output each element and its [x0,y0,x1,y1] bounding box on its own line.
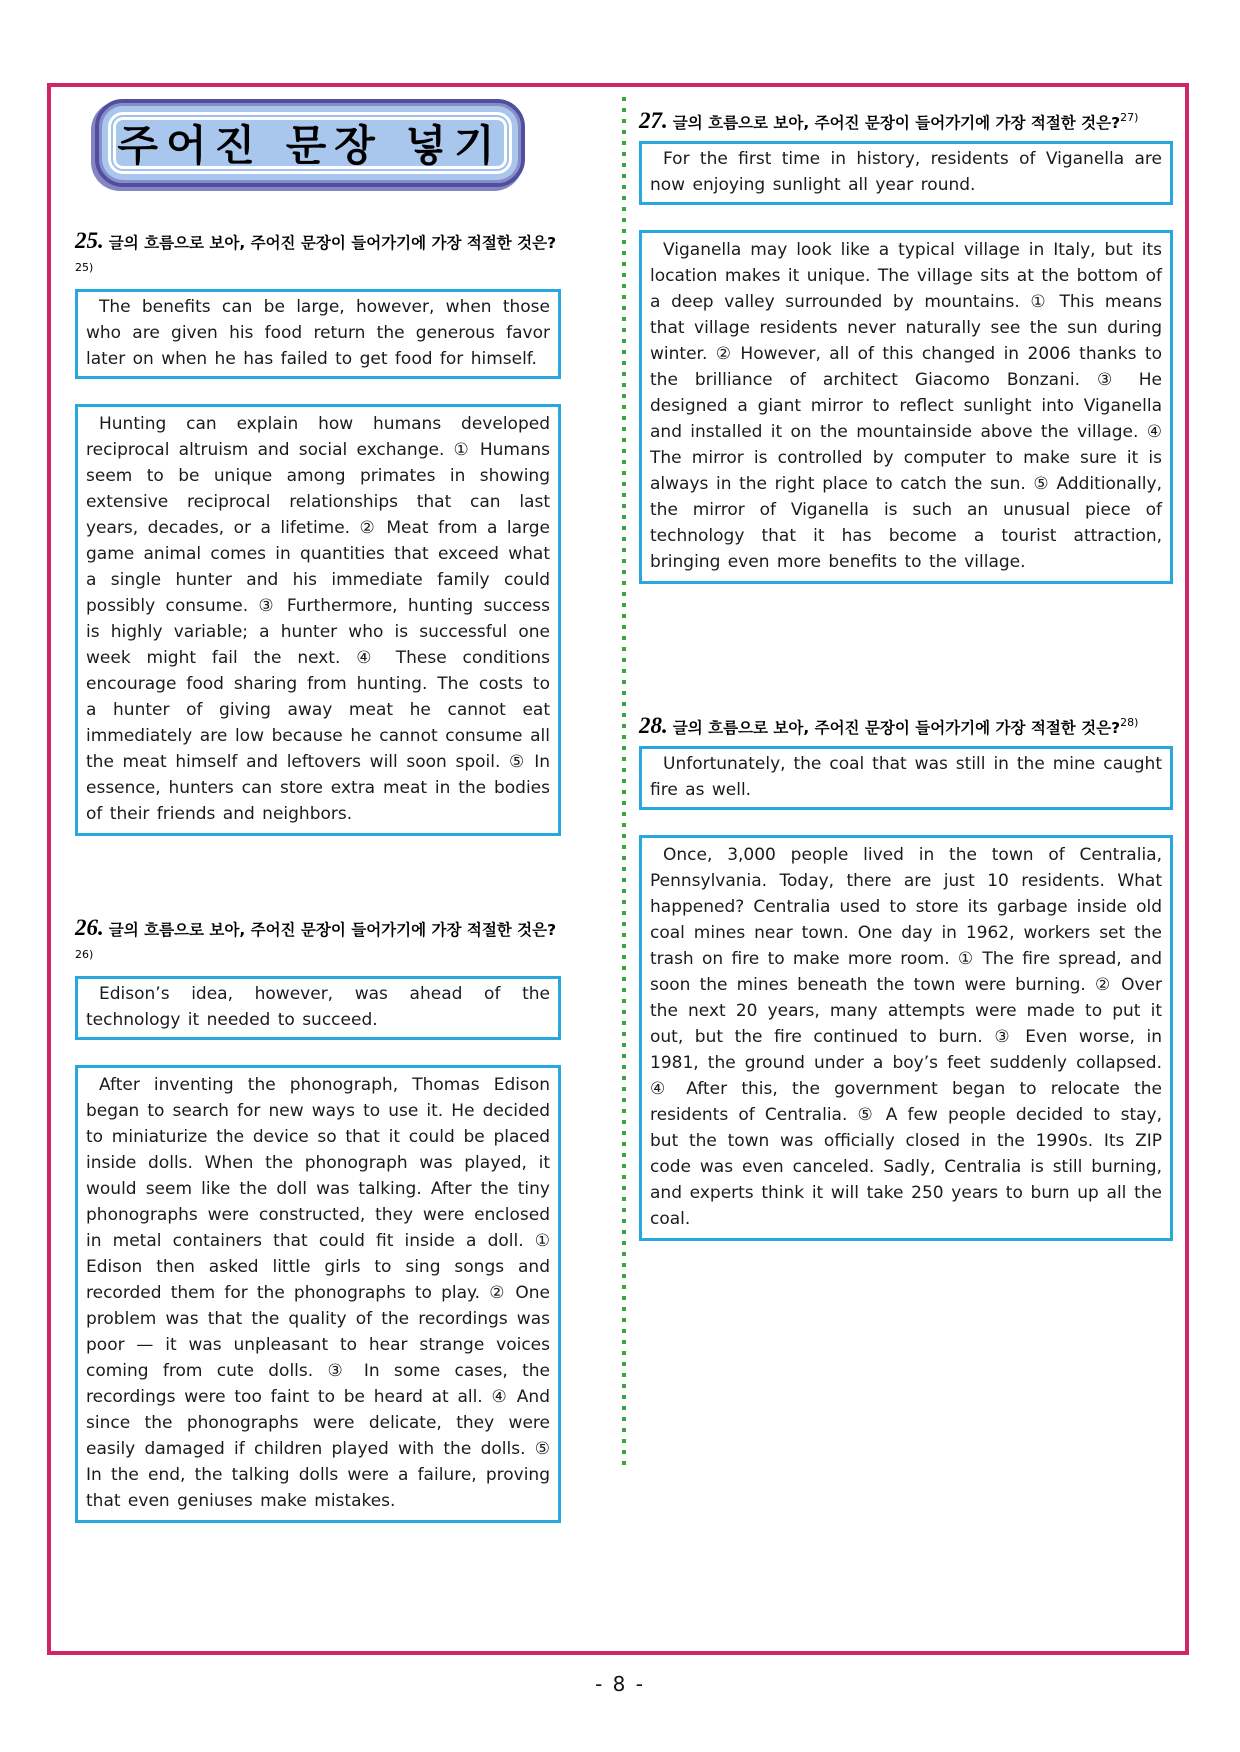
question-25-footnote-ref: 25) [75,261,94,274]
question-26-given-sentence-box [75,976,561,1040]
column-separator [622,97,626,1469]
right-column [639,107,1173,1241]
left-column [75,227,561,1523]
page-border [47,83,1189,1655]
question-28-number: 28. [639,713,668,738]
question-28-prompt: 글의 흐름으로 보아, 주어진 문장이 들어가기에 가장 적절한 것은? [672,719,1121,737]
question-25-passage: Hunting can explain how humans developed reciprocal altruism and social exchange. ① Humans seem to be unique among primates in showing extensive reciprocal relationships that can last years, decades, or a lifetime. ② Meat from a large game animal comes in quantities that exceed what a single hunter and his immediate family could possibly consume. ③ Furthermore, hunting success is highly variable; a hunter who is successful one week might fail the next. ④ These conditions encourage food sharing from hunting. The costs to a hunter of giving away meat he cannot eat immediately are low because he cannot consume all the meat himself and leftovers will soon spoil. ⑤ In essence, hunters can store extra meat in the bodies of their friends and neighbors. [86,414,550,824]
question-25-given-sentence: The benefits can be large, however, when those who are given his food return the generous favor later on when he has failed to get food for himself. [86,297,550,369]
question-25 [75,227,561,836]
question-27-given-sentence-box [639,141,1173,205]
question-26-header [75,914,561,972]
question-28-footnote-ref: 28) [1120,716,1139,729]
title-banner [95,99,525,187]
question-28 [639,712,1173,1241]
question-28-header [639,712,1173,742]
question-25-number: 25. [75,228,104,253]
question-27-number: 27. [639,108,668,133]
question-28-given-sentence-box [639,746,1173,810]
question-28-passage-box [639,835,1173,1241]
page-number: - 8 - [595,1672,645,1696]
question-27-header [639,107,1173,137]
page-title: 주어진 문장 넣기 [117,121,503,170]
question-26-passage-box [75,1065,561,1523]
question-26-footnote-ref: 26) [75,948,94,961]
question-26-passage: After inventing the phonograph, Thomas Edison began to search for new ways to use it. He decided to miniaturize the device so that it could be placed inside dolls. When the phonograph was played, it would seem like the doll was talking. After the tiny phonographs were constructed, they were enclosed in metal containers that could fit inside a doll. ① Edison then asked little girls to sing songs and recorded them for the phonographs to play. ② One problem was that the quality of the recordings was poor — it was unpleasant to hear strange voices coming from cute dolls. ③ In some cases, the recordings were too faint to be heard at all. ④ And since the phonographs were delicate, they were easily damaged if children played with the dolls. ⑤ In the end, the talking dolls were a failure, proving that even geniuses make mistakes. [86,1075,550,1511]
question-27-prompt: 글의 흐름으로 보아, 주어진 문장이 들어가기에 가장 적절한 것은? [672,114,1121,132]
question-28-passage: Once, 3,000 people lived in the town of Centralia, Pennsylvania. Today, there are just 10 residents. What happened? Centralia used to store its garbage inside old coal mines near town. One day in 1962, workers set the trash on fire to make more room. ① The fire spread, and soon the mines beneath the town were burning. ② Over the next 20 years, many attempts were made to put it out, but the fire continued to burn. ③ Even worse, in 1981, the ground under a boy’s feet suddenly collapsed. ④ After this, the government began to relocate the residents of Centralia. ⑤ A few people decided to stay, but the town was officially closed in the 1990s. Its ZIP code was even canceled. Sadly, Centralia is still burning, and experts think it will take 250 years to burn up all the coal. [650,845,1162,1229]
question-27-given-sentence: For the first time in history, residents of Viganella are now enjoying sunlight all year round. [650,149,1162,195]
question-25-header [75,227,561,285]
question-26-prompt: 글의 흐름으로 보아, 주어진 문장이 들어가기에 가장 적절한 것은? [108,921,557,939]
question-25-prompt: 글의 흐름으로 보아, 주어진 문장이 들어가기에 가장 적절한 것은? [108,234,557,252]
question-25-passage-box [75,404,561,836]
question-26-number: 26. [75,915,104,940]
question-25-given-sentence-box [75,289,561,379]
question-27-passage-box [639,230,1173,584]
question-27-footnote-ref: 27) [1120,111,1139,124]
question-27-passage: Viganella may look like a typical village in Italy, but its location makes it unique. The village sits at the bottom of a deep valley surrounded by mountains. ① This means that village residents never naturally see the sun during winter. ② However, all of this changed in 2006 thanks to the brilliance of architect Giacomo Bonzani. ③ He designed a giant mirror to reflect sunlight into Viganella and installed it on the mountainside above the village. ④ The mirror is controlled by computer to make sure it is always in the right place to catch the sun. ⑤ Additionally, the mirror of Viganella is such an unusual piece of technology that it has become a tourist attraction, bringing even more benefits to the village. [650,240,1162,572]
question-26-given-sentence: Edison’s idea, however, was ahead of the technology it needed to succeed. [86,984,550,1030]
question-27 [639,107,1173,584]
question-26 [75,914,561,1523]
question-28-given-sentence: Unfortunately, the coal that was still in the mine caught fire as well. [650,754,1162,800]
